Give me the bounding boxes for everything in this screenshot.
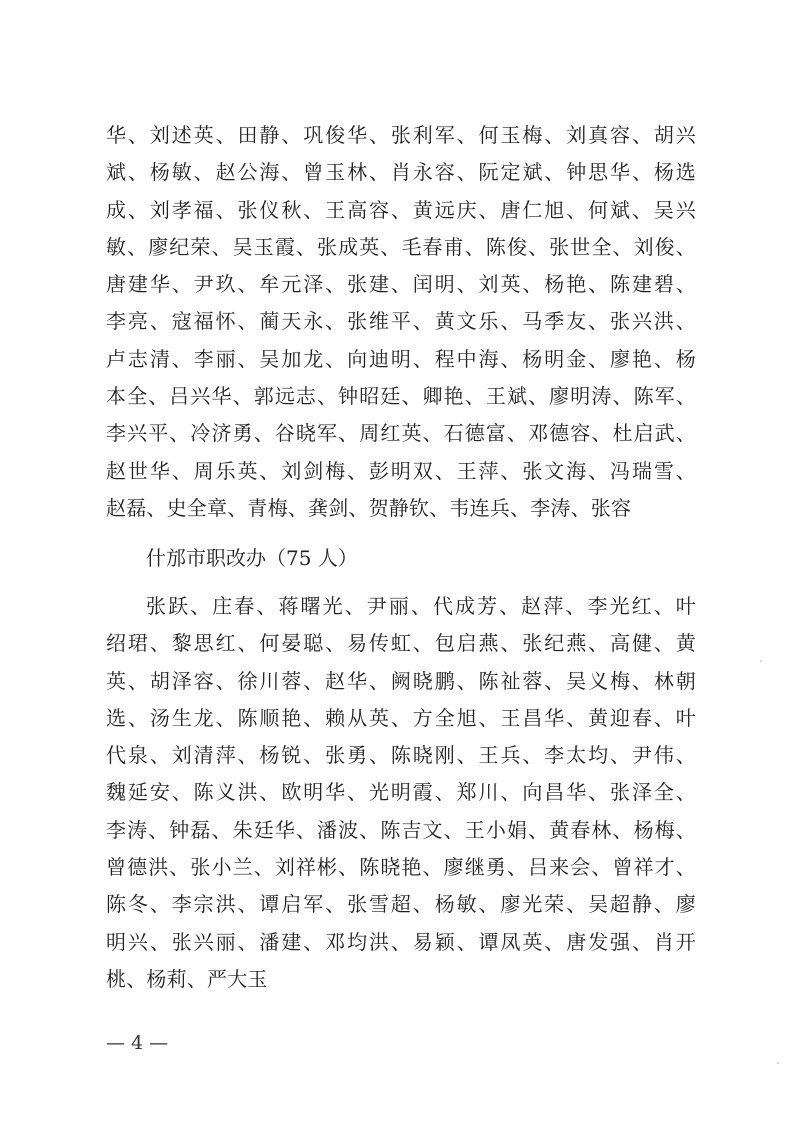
- name-list-line: 华、刘述英、田静、巩俊华、张利军、何玉梅、刘真容、胡兴: [106, 123, 696, 147]
- name-list-continued: [106, 117, 696, 527]
- scan-speck: [777, 1062, 779, 1064]
- name-list-line: 斌、杨敏、赵公海、曾玉林、肖永容、阮定斌、钟思华、杨选: [106, 160, 696, 185]
- name-list-line: 魏延安、陈义洪、欧明华、光明霞、郑川、向昌华、张泽全、: [106, 780, 696, 805]
- name-list-line: 英、胡泽容、徐川蓉、赵华、阙晓鹏、陈祉蓉、吴义梅、林朝: [106, 668, 696, 693]
- name-list-line: 唐建华、尹玖、牟元泽、张建、闰明、刘英、杨艳、陈建碧、: [106, 272, 696, 297]
- name-list-shifang: [106, 588, 696, 998]
- section-heading: 什邡市职改办（75 人）: [146, 546, 358, 570]
- scan-speck: [760, 660, 762, 662]
- name-list-line: 绍珺、黎思红、何晏聪、易传虹、包启燕、张纪燕、高健、黄: [106, 631, 696, 656]
- name-list-line: 曾德洪、张小兰、刘祥彬、陈晓艳、廖继勇、吕来会、曾祥才、: [106, 855, 696, 880]
- name-list-line: 代泉、刘清萍、杨锐、张勇、陈晓刚、王兵、李太均、尹伟、: [106, 743, 696, 768]
- name-list-line: 本全、吕兴华、郭远志、钟昭廷、卿艳、王斌、廖明涛、陈军、: [106, 384, 696, 409]
- name-list-line: 成、刘孝福、张仪秋、王高容、黄远庆、唐仁旭、何斌、吴兴: [106, 197, 696, 222]
- name-list-line: 李兴平、冷济勇、谷晓军、周红英、石德富、邓德容、杜启武、: [106, 421, 696, 446]
- name-list-line: 明兴、张兴丽、潘建、邓均洪、易颖、谭凤英、唐发强、肖开: [106, 929, 696, 954]
- name-list-line: 李亮、寇福怀、蔺天永、张维平、黄文乐、马季友、张兴洪、: [106, 309, 696, 334]
- name-list-line: 卢志清、李丽、吴加龙、向迪明、程中海、杨明金、廖艳、杨: [106, 346, 696, 371]
- name-list-line: 敏、廖纪荣、吴玉霞、张成英、毛春甫、陈俊、张世全、刘俊、: [106, 234, 696, 259]
- page-number: — 4 —: [106, 1032, 169, 1054]
- name-list-line: 选、汤生龙、陈顺艳、赖从英、方全旭、王昌华、黄迎春、叶: [106, 705, 696, 730]
- name-list-line: 李涛、钟磊、朱廷华、潘波、陈吉文、王小娟、黄春林、杨梅、: [106, 817, 696, 842]
- name-list-line: 赵世华、周乐英、刘剑梅、彭明双、王萍、张文海、冯瑞雪、: [106, 458, 696, 483]
- name-list-line: 陈冬、李宗洪、谭启军、张雪超、杨敏、廖光荣、吴超静、廖: [106, 892, 696, 917]
- name-list-line: 赵磊、史全章、青梅、龚剑、贺静钦、韦连兵、李涛、张容: [106, 495, 632, 520]
- name-list-line: 张跃、庄春、蒋曙光、尹丽、代成芳、赵萍、李光红、叶: [146, 594, 696, 618]
- name-list-line: 桃、杨莉、严大玉: [106, 966, 268, 991]
